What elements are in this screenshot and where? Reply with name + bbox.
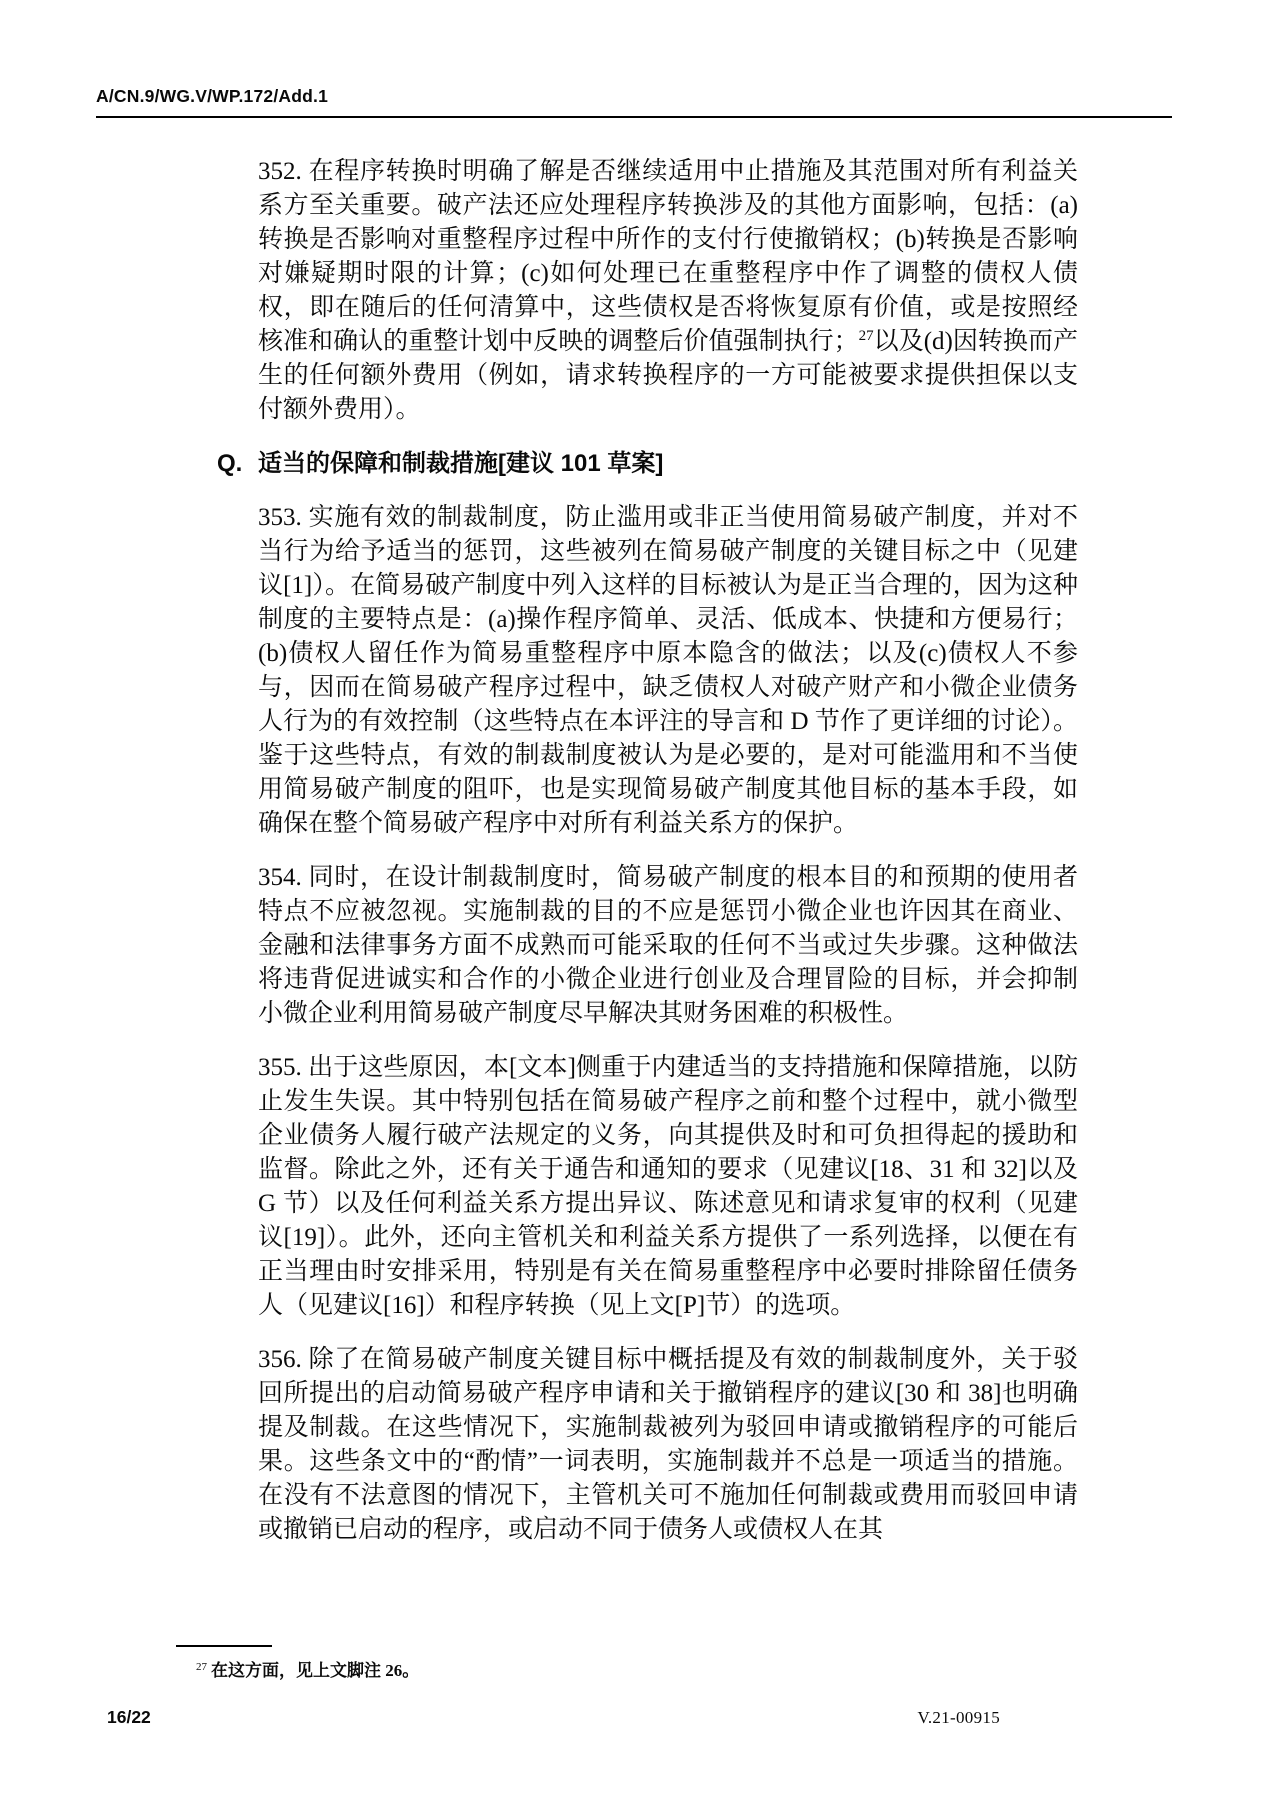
footnote-separator <box>176 1645 272 1647</box>
header-doc-symbol: A/CN.9/WG.V/WP.172/Add.1 <box>96 86 329 106</box>
footnote-27 <box>196 1656 896 1682</box>
paragraph-355: 355. 出于这些原因，本[文本]侧重于内建适当的支持措施和保障措施，以防止发生失误。其中特别包括在简易破产程序之前和整个过程中，就小微型企业债务人履行破产法规定的义务，向其提供及时和可负担得起的援助和监督。除此之外，还有关于通告和通知的要求（见建议[18、31 和 32]以及 G 节）以及任何利益关系方提出异议、陈述意见和请求复审的权利（见建议[19]）。此外，还向主管机关和利益关系方提供了一系列选择，以便在有正当理由时安排采用，特别是有关在简易重整程序中必要时排除留任债务人（见建议[16]）和程序转换（见上文[P]节）的选项。 <box>258 1054 1078 1319</box>
header-rule <box>96 116 1172 118</box>
paragraph-352-text: 352. 在程序转换时明确了解是否继续适用中止措施及其范围对所有利益关系方至关重要。破产法还应处理程序转换涉及的其他方面影响，包括：(a)转换是否影响对重整程序过程中所作的支付行使撤销权；(b)转换是否影响对嫌疑期时限的计算；(c)如何处理已在重整程序中作了调整的债权人债权，即在随后的任何清算中，这些债权是否将恢复原有价值，或是按照经核准和确认的重整计划中反映的调整后价值强制执行； <box>258 158 1078 355</box>
paragraph-352 <box>258 155 1078 427</box>
section-heading-q <box>217 447 1078 481</box>
body-text-column <box>217 155 1078 1567</box>
section-letter: Q. <box>217 450 243 477</box>
paragraph-353: 353. 实施有效的制裁制度，防止滥用或非正当使用简易破产制度，并对不当行为给予适当的惩罚，这些被列在简易破产制度的关键目标之中（见建议[1]）。在简易破产制度中列入这样的目标被认为是正当合理的，因为这种制度的主要特点是：(a)操作程序简单、灵活、低成本、快捷和方便易行；(b)债权人留任作为简易重整程序中原本隐含的做法；以及(c)债权人不参与，因而在简易破产程序过程中，缺乏债权人对破产财产和小微企业债务人行为的有效控制（这些特点在本评注的导言和 D 节作了更详细的讨论）。鉴于这些特点，有效的制裁制度被认为是必要的，是对可能滥用和不当使用简易破产制度的阻吓，也是实现简易破产制度其他目标的基本手段，如确保在整个简易破产程序中对所有利益关系方的保护。 <box>258 504 1078 837</box>
paragraph-356: 356. 除了在简易破产制度关键目标中概括提及有效的制裁制度外，关于驳回所提出的启动简易破产程序申请和关于撤销程序的建议[30 和 38]也明确提及制裁。在这些情况下，实施制裁被列为驳回申请或撤销程序的可能后果。这些条文中的“酌情”一词表明，实施制裁并不总是一项适当的措施。在没有不法意图的情况下，主管机关可不施加任何制裁或费用而驳回申请或撤销已启动的程序，或启动不同于债务人或债权人在其 <box>258 1346 1078 1543</box>
footnote-27-text: 在这方面，见上文脚注 26。 <box>211 1661 420 1680</box>
footer-document-id: V.21-00915 <box>917 1708 1000 1727</box>
section-title: 适当的保障和制裁措施[建议 101 草案] <box>258 450 664 477</box>
footnote-27-marker: 27 <box>196 1661 207 1673</box>
footnote-reference-27: 27 <box>858 328 874 344</box>
paragraph-354: 354. 同时，在设计制裁制度时，简易破产制度的根本目的和预期的使用者特点不应被忽视。实施制裁的目的不应是惩罚小微企业也许因其在商业、金融和法律事务方面不成熟而可能采取的任何不当或过失步骤。这种做法将违背促进诚实和合作的小微企业进行创业及合理冒险的目标，并会抑制小微企业利用简易破产制度尽早解决其财务困难的积极性。 <box>258 864 1078 1027</box>
paragraph-352-text-after-ref: 以及(d)因转换而产生的任何额外费用（例如，请求转换程序的一方可能被要求提供担保以支付额外费用）。 <box>258 328 1078 423</box>
footer-page-number: 16/22 <box>107 1707 151 1727</box>
